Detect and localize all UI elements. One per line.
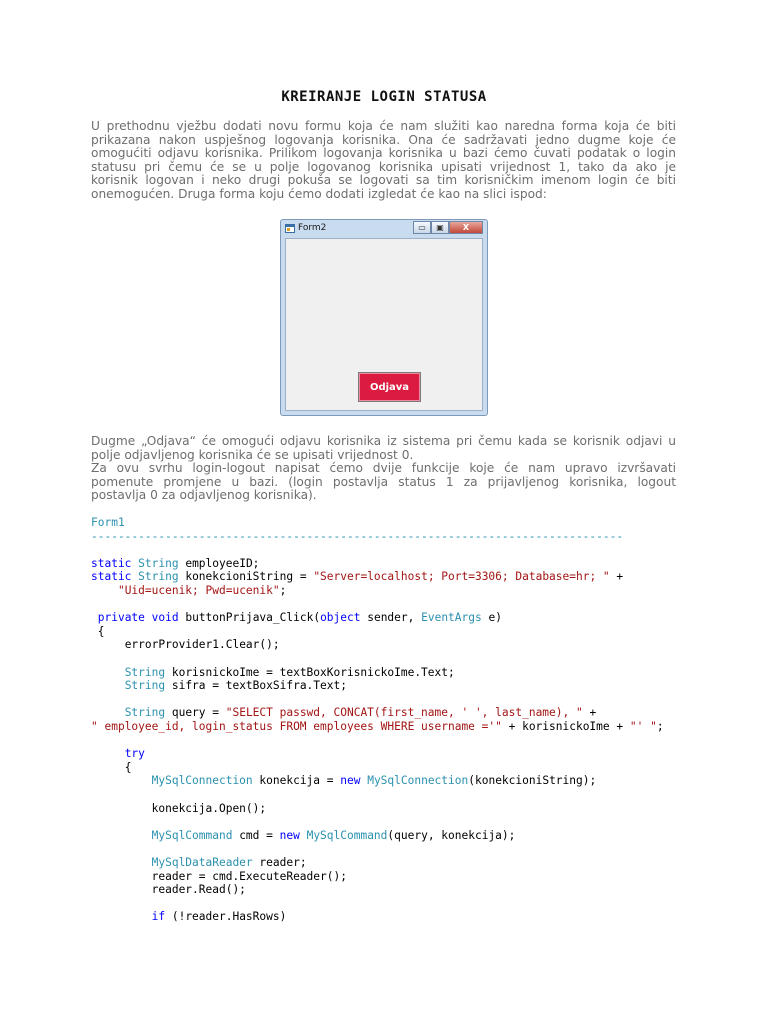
code-token: konekcija =	[252, 774, 341, 788]
code-token: "' "	[629, 720, 657, 733]
code-token: new	[340, 774, 361, 788]
code-token: buttonPrijava_Click(	[178, 611, 321, 625]
form2-title: Form2	[298, 223, 327, 233]
code-token: (!reader.HasRows)	[165, 910, 287, 924]
code-token: korisnickoIme = textBoxKorisnickoIme.Text;	[165, 665, 455, 679]
odjava-button[interactable]: Odjava	[358, 372, 421, 402]
explain-line: Dugme „Odjava“ će omogući odjavu korisnika iz sistema pri čemu kada se korisnik odjavi u	[91, 434, 676, 448]
code-token: try	[124, 747, 145, 761]
code-token: MySqlConnection	[367, 774, 469, 788]
code-token: konekcioniString =	[178, 570, 314, 584]
code-token: private	[97, 611, 145, 625]
intro-line: onemogućen. Druga forma koju ćemo dodati izgledat će kao na slici ispod:	[91, 186, 547, 201]
code-token: " employee_id, login_status FROM employees WHERE username ='"	[91, 720, 502, 733]
close-button[interactable]: X	[449, 221, 483, 234]
window-controls	[413, 221, 483, 234]
code-token: "Server=localhost; Port=3306; Database=hr; "	[313, 570, 610, 584]
code-token: object	[320, 611, 361, 625]
code-token: void	[151, 611, 179, 625]
code-token: String	[124, 679, 166, 693]
code-token: employeeID;	[178, 556, 260, 570]
code-token: konekcija.Open();	[151, 801, 267, 815]
explain-line: postavlja 0 za odjavljenog korisnika).	[91, 488, 317, 502]
code-token: "SELECT passwd, CONCAT(first_name, ' ', last_name), "	[225, 706, 583, 720]
code-token: EventArgs	[421, 611, 482, 625]
code-token: sender,	[360, 611, 422, 625]
code-token: errorProvider1.Clear();	[124, 638, 280, 652]
app-icon	[285, 224, 295, 233]
code-token: if	[151, 910, 166, 924]
intro-line: omogućiti odjavu korisnika. Prilikom logovanja korisnika u bazi ćemo čuvati podatak o login	[91, 146, 676, 160]
code-token: +	[609, 570, 624, 584]
intro-line: U prethodnu vježbu dodati novu formu koja će nam služiti kao naredna forma koja će biti	[91, 119, 676, 133]
intro-line: statusu pri čemu će se u polje logovanog korisnika upisati vrijednost 1, tako da ako je	[91, 159, 676, 174]
maximize-button[interactable]: ▣	[431, 221, 449, 234]
code-token: String	[138, 570, 179, 584]
code-token: static	[91, 556, 132, 570]
code-token: (konekcioniString);	[468, 774, 597, 788]
explain-paragraph	[91, 435, 676, 503]
form2-client-area	[285, 238, 483, 411]
code-token: String	[124, 665, 166, 679]
code-listing	[91, 516, 623, 720]
explain-line: polje odjavljenog korisnika će se upisati vrijednost 0.	[91, 447, 414, 462]
code-token: +	[582, 706, 597, 720]
intro-paragraph	[91, 120, 676, 201]
code-token: cmd =	[232, 828, 280, 842]
code-token: MySqlDataReader	[151, 855, 253, 869]
code-token: {	[124, 760, 132, 774]
page-title: KREIRANJE LOGIN STATUSA	[281, 89, 487, 105]
code-token: reader = cmd.ExecuteReader();	[151, 869, 347, 883]
intro-line: prikazana nakon uspješnog logovanja korisnika. Ona će sadržavati jedno dugme koje će	[91, 132, 676, 147]
code-token: ;	[656, 720, 664, 733]
code-token: MySqlCommand	[306, 828, 388, 842]
code-token: reader;	[252, 855, 307, 869]
code-token: "Uid=ucenik; Pwd=ucenik"	[117, 583, 280, 597]
code-token: sifra = textBoxSifra.Text;	[165, 679, 347, 693]
code-token: String	[138, 556, 179, 570]
code-token: ;	[279, 583, 287, 597]
code-token: + korisnickoIme +	[501, 720, 630, 733]
code-token: static	[91, 570, 132, 584]
code-token: e)	[481, 611, 502, 625]
code-listing-continued	[91, 720, 664, 924]
code-token: new	[279, 828, 300, 842]
code-token: {	[97, 624, 105, 638]
intro-line: korisnik logovan i neko drugi pokuša se logovati sa tim korisničkim imenom login će biti	[91, 173, 676, 187]
code-separator: -------------------------------------------------------------------------------	[91, 529, 624, 543]
code-header: Form1	[91, 516, 125, 529]
code-token: (query, konekcija);	[387, 828, 516, 842]
explain-line: Za ovu svrhu login-logout napisat ćemo dvije funkcije koje će nam upravo izvršavati	[91, 461, 676, 475]
code-token: String	[124, 706, 166, 720]
code-token: reader.Read();	[151, 883, 246, 897]
explain-line: pomenute promjene u bazi. (login postavlja status 1 za prijavljenog korisnika, logout	[91, 474, 676, 489]
code-token: query =	[165, 706, 226, 720]
code-token: MySqlConnection	[151, 774, 253, 788]
minimize-button[interactable]: ▭	[413, 221, 431, 234]
form2-window	[280, 219, 488, 416]
code-token: MySqlCommand	[151, 828, 233, 842]
